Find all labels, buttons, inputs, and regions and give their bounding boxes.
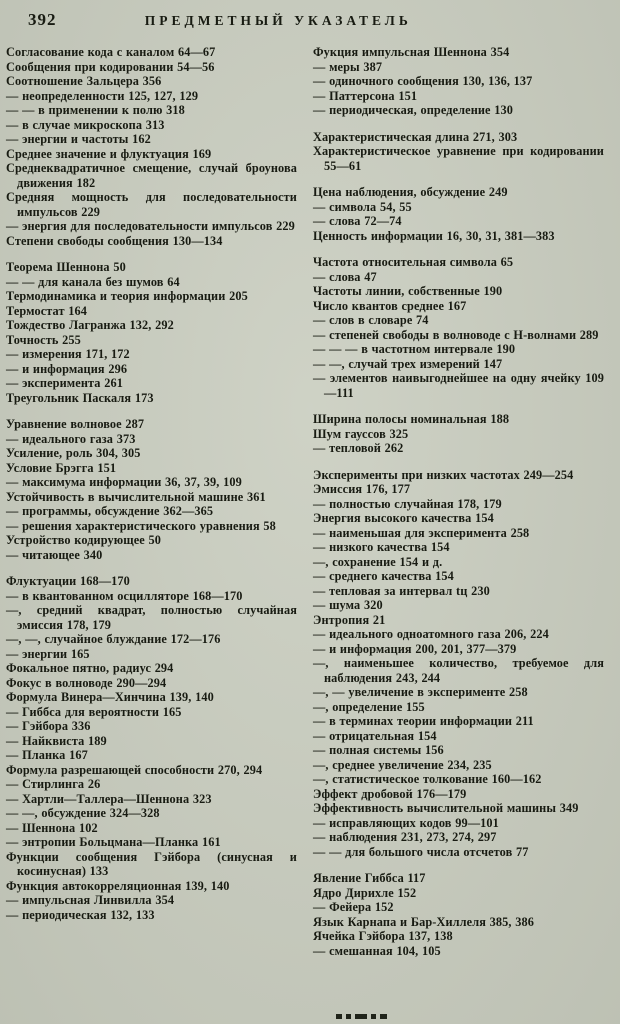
index-entry: Соотношение Зальцера 356 — [6, 74, 162, 88]
index-entry: — тепловая за интервал tц 230 — [313, 583, 490, 598]
index-entry: — неопределенности 125, 127, 129 — [6, 88, 199, 103]
index-entry: — — для большого числа отсчетов 77 — [313, 844, 529, 859]
index-entry: — энергия для последовательности импульсов 229 — [6, 219, 295, 233]
index-entry: — Планка 167 — [6, 748, 88, 762]
index-entry: — читающее 340 — [6, 547, 103, 562]
index-entry: Шум гауссов 325 — [313, 426, 409, 441]
index-entry: —, — увеличение в эксперименте 258 — [313, 685, 528, 699]
index-entry: — тепловой 262 — [313, 441, 404, 455]
index-entry: Флуктуации 168—170 — [6, 574, 130, 588]
index-entry: Устойчивость в вычислительной машине 361 — [6, 489, 266, 504]
index-entry: — полностью случайная 178, 179 — [313, 496, 502, 511]
index-entry: — символа 54, 55 — [313, 199, 412, 214]
index-entry: — слова 47 — [313, 269, 377, 284]
index-entry: — степеней свободы в волноводе с Н-волнами 289 — [313, 327, 599, 342]
index-entry: — периодическая 132, 133 — [6, 907, 155, 922]
index-entry: Треугольник Паскаля 173 — [6, 390, 154, 405]
index-entry: — шума 320 — [313, 598, 383, 612]
index-entry: — и информация 200, 201, 377—379 — [313, 641, 517, 656]
index-group — [313, 871, 604, 958]
index-group — [313, 45, 604, 118]
index-entry: — элементов наивыгоднейшее на одну ячейку 109—111 — [313, 371, 604, 400]
index-entry: Точность 255 — [6, 332, 81, 347]
index-entry: — наблюдения 231, 273, 274, 297 — [313, 830, 497, 844]
index-entry: Число квантов среднее 167 — [313, 298, 467, 313]
index-entry: — энергии и частоты 162 — [6, 132, 151, 146]
index-entry: — в случае микроскопа 313 — [6, 117, 165, 132]
index-entry: Сообщения при кодировании 54—56 — [6, 59, 215, 74]
index-entry: Функции сообщения Гэйбора (синусная и косинусная) 133 — [6, 849, 297, 878]
index-entry: Энергия высокого качества 154 — [313, 511, 494, 525]
index-entry: — Найквиста 189 — [6, 733, 107, 748]
index-group — [313, 255, 604, 400]
index-entry: Средняя мощность для последовательности импульсов 229 — [6, 190, 297, 219]
index-entry: — импульсная Линвилла 354 — [6, 893, 175, 907]
index-entry: Фокус в волноводе 290—294 — [6, 675, 167, 690]
index-entry: — одиночного сообщения 130, 136, 137 — [313, 74, 533, 88]
index-entry: Уравнение волновое 287 — [6, 417, 145, 431]
index-entry: — Паттерсона 151 — [313, 88, 418, 103]
index-entry: Частоты линии, собственные 190 — [313, 284, 503, 298]
index-entry: — энергии 165 — [6, 646, 90, 661]
index-entry: —, сохранение 154 и д. — [313, 554, 443, 569]
index-entry: Ячейка Гэйбора 137, 138 — [313, 929, 453, 943]
index-entry: Формула разрешающей способности 270, 294 — [6, 762, 263, 777]
index-entry: Фукция импульсная Шеннона 354 — [313, 45, 510, 59]
index-group — [6, 45, 297, 248]
index-entry: Среднеквадратичное смещение, случай броунова движения 182 — [6, 161, 297, 190]
index-entry: — измерения 171, 172 — [6, 347, 130, 361]
index-entry: — Гиббса для вероятности 165 — [6, 704, 182, 719]
page-number: 392 — [28, 10, 57, 29]
index-entry: — программы, обсуждение 362—365 — [6, 504, 214, 518]
index-entry: — периодическая, определение 130 — [313, 103, 514, 117]
index-entry: Эксперименты при низких частотах 249—254 — [313, 467, 574, 482]
index-entry: —, среднее увеличение 234, 235 — [313, 757, 492, 772]
index-entry: Тождество Лагранжа 132, 292 — [6, 318, 174, 332]
index-columns — [0, 30, 620, 970]
index-entry: — — в применении к полю 318 — [6, 103, 185, 117]
index-entry: Формула Винера—Хинчина 139, 140 — [6, 690, 214, 704]
index-entry: Среднее значение и флуктуация 169 — [6, 146, 212, 161]
index-entry: — и информация 296 — [6, 361, 128, 376]
index-entry: — —, случай трех измерений 147 — [313, 356, 503, 371]
index-entry: — идеального газа 373 — [6, 431, 136, 446]
index-entry: — энтропии Больцмана—Планка 161 — [6, 835, 221, 849]
index-entry: Цена наблюдения, обсуждение 249 — [313, 185, 508, 199]
index-entry: Согласование кода с каналом 64—67 — [6, 45, 216, 59]
index-group — [6, 574, 297, 922]
index-entry: — смешанная 104, 105 — [313, 943, 441, 958]
index-entry: Функция автокорреляционная 139, 140 — [6, 878, 230, 893]
index-entry: Ширина полосы номинальная 188 — [313, 412, 510, 426]
page-header-row — [0, 0, 620, 30]
index-entry: Усиление, роль 304, 305 — [6, 446, 141, 460]
index-entry: — —, обсуждение 324—328 — [6, 806, 160, 820]
index-entry: — максимума информации 36, 37, 39, 109 — [6, 475, 242, 489]
index-entry: — слова 72—74 — [313, 214, 402, 228]
index-entry: — меры 387 — [313, 59, 383, 74]
index-entry: — слов в словаре 74 — [313, 313, 429, 327]
index-entry: Степени свободы сообщения 130—134 — [6, 233, 223, 248]
index-entry: Ценность информации 16, 30, 31, 381—383 — [313, 228, 555, 243]
index-entry: Устройство кодирующее 50 — [6, 533, 162, 547]
index-entry: — среднего качества 154 — [313, 569, 454, 583]
index-entry: Эмиссия 176, 177 — [313, 482, 411, 496]
index-entry: — Гэйбора 336 — [6, 719, 91, 733]
index-entry: Язык Карнапа и Бар-Хиллеля 385, 386 — [313, 914, 534, 929]
index-entry: —, средний квадрат, полностью случайная эмиссия 178, 179 — [6, 603, 297, 632]
index-entry: — в терминах теории информации 211 — [313, 714, 534, 728]
index-entry: Энтропия 21 — [313, 612, 386, 627]
index-entry: Фокальное пятно, радиус 294 — [6, 661, 174, 675]
index-entry: Характеристическая длина 271, 303 — [313, 129, 518, 144]
index-entry: — наименьшая для эксперимента 258 — [313, 525, 530, 540]
index-entry: Термостат 164 — [6, 303, 88, 318]
index-entry: Теорема Шеннона 50 — [6, 260, 126, 274]
index-entry: — — — в частотном интервале 190 — [313, 342, 516, 356]
page-title: ПРЕДМЕТНЫЙ УКАЗАТЕЛЬ — [144, 13, 412, 28]
index-entry: —, —, случайное блуждание 172—176 — [6, 632, 221, 646]
index-entry: Характеристическое уравнение при кодировании 55—61 — [313, 144, 604, 173]
index-group — [6, 417, 297, 562]
index-entry: — эксперимента 261 — [6, 376, 123, 390]
index-entry: — полная системы 156 — [313, 743, 444, 757]
scan-ink-artifact — [336, 1013, 416, 1020]
index-column-right — [313, 45, 604, 970]
index-entry: Явление Гиббса 117 — [313, 871, 426, 885]
index-entry: Эффективность вычислительной машины 349 — [313, 801, 579, 815]
index-entry: Частота относительная символа 65 — [313, 255, 514, 269]
index-entry: — Шеннона 102 — [6, 820, 98, 835]
index-group — [313, 412, 604, 456]
index-entry: Эффект дробовой 176—179 — [313, 786, 467, 801]
index-entry: — — для канала без шумов 64 — [6, 274, 180, 289]
index-entry: — Хартли—Таллера—Шеннона 323 — [6, 791, 212, 806]
index-entry: —, статистическое толкование 160—162 — [313, 772, 542, 786]
index-entry: —, определение 155 — [313, 699, 425, 714]
index-entry: — в квантованном осцилляторе 168—170 — [6, 588, 243, 603]
index-entry: — Стирлинга 26 — [6, 777, 101, 791]
index-entry: — исправляющих кодов 99—101 — [313, 815, 499, 830]
index-group — [6, 260, 297, 405]
index-entry: — низкого качества 154 — [313, 540, 450, 554]
index-entry: — Фейера 152 — [313, 900, 394, 914]
index-group — [313, 130, 604, 174]
index-entry: — решения характеристического уравнения 58 — [6, 518, 276, 533]
index-entry: Условие Брэгга 151 — [6, 460, 117, 475]
index-column-left — [6, 45, 297, 970]
index-entry: Ядро Дирихле 152 — [313, 885, 417, 900]
index-entry: — отрицательная 154 — [313, 728, 437, 743]
index-group — [313, 468, 604, 860]
index-entry: —, наименьшее количество, требуемое для наблюдения 243, 244 — [313, 656, 604, 685]
index-group — [313, 185, 604, 243]
index-entry: Термодинамика и теория информации 205 — [6, 289, 248, 303]
index-entry: — идеального одноатомного газа 206, 224 — [313, 627, 549, 641]
